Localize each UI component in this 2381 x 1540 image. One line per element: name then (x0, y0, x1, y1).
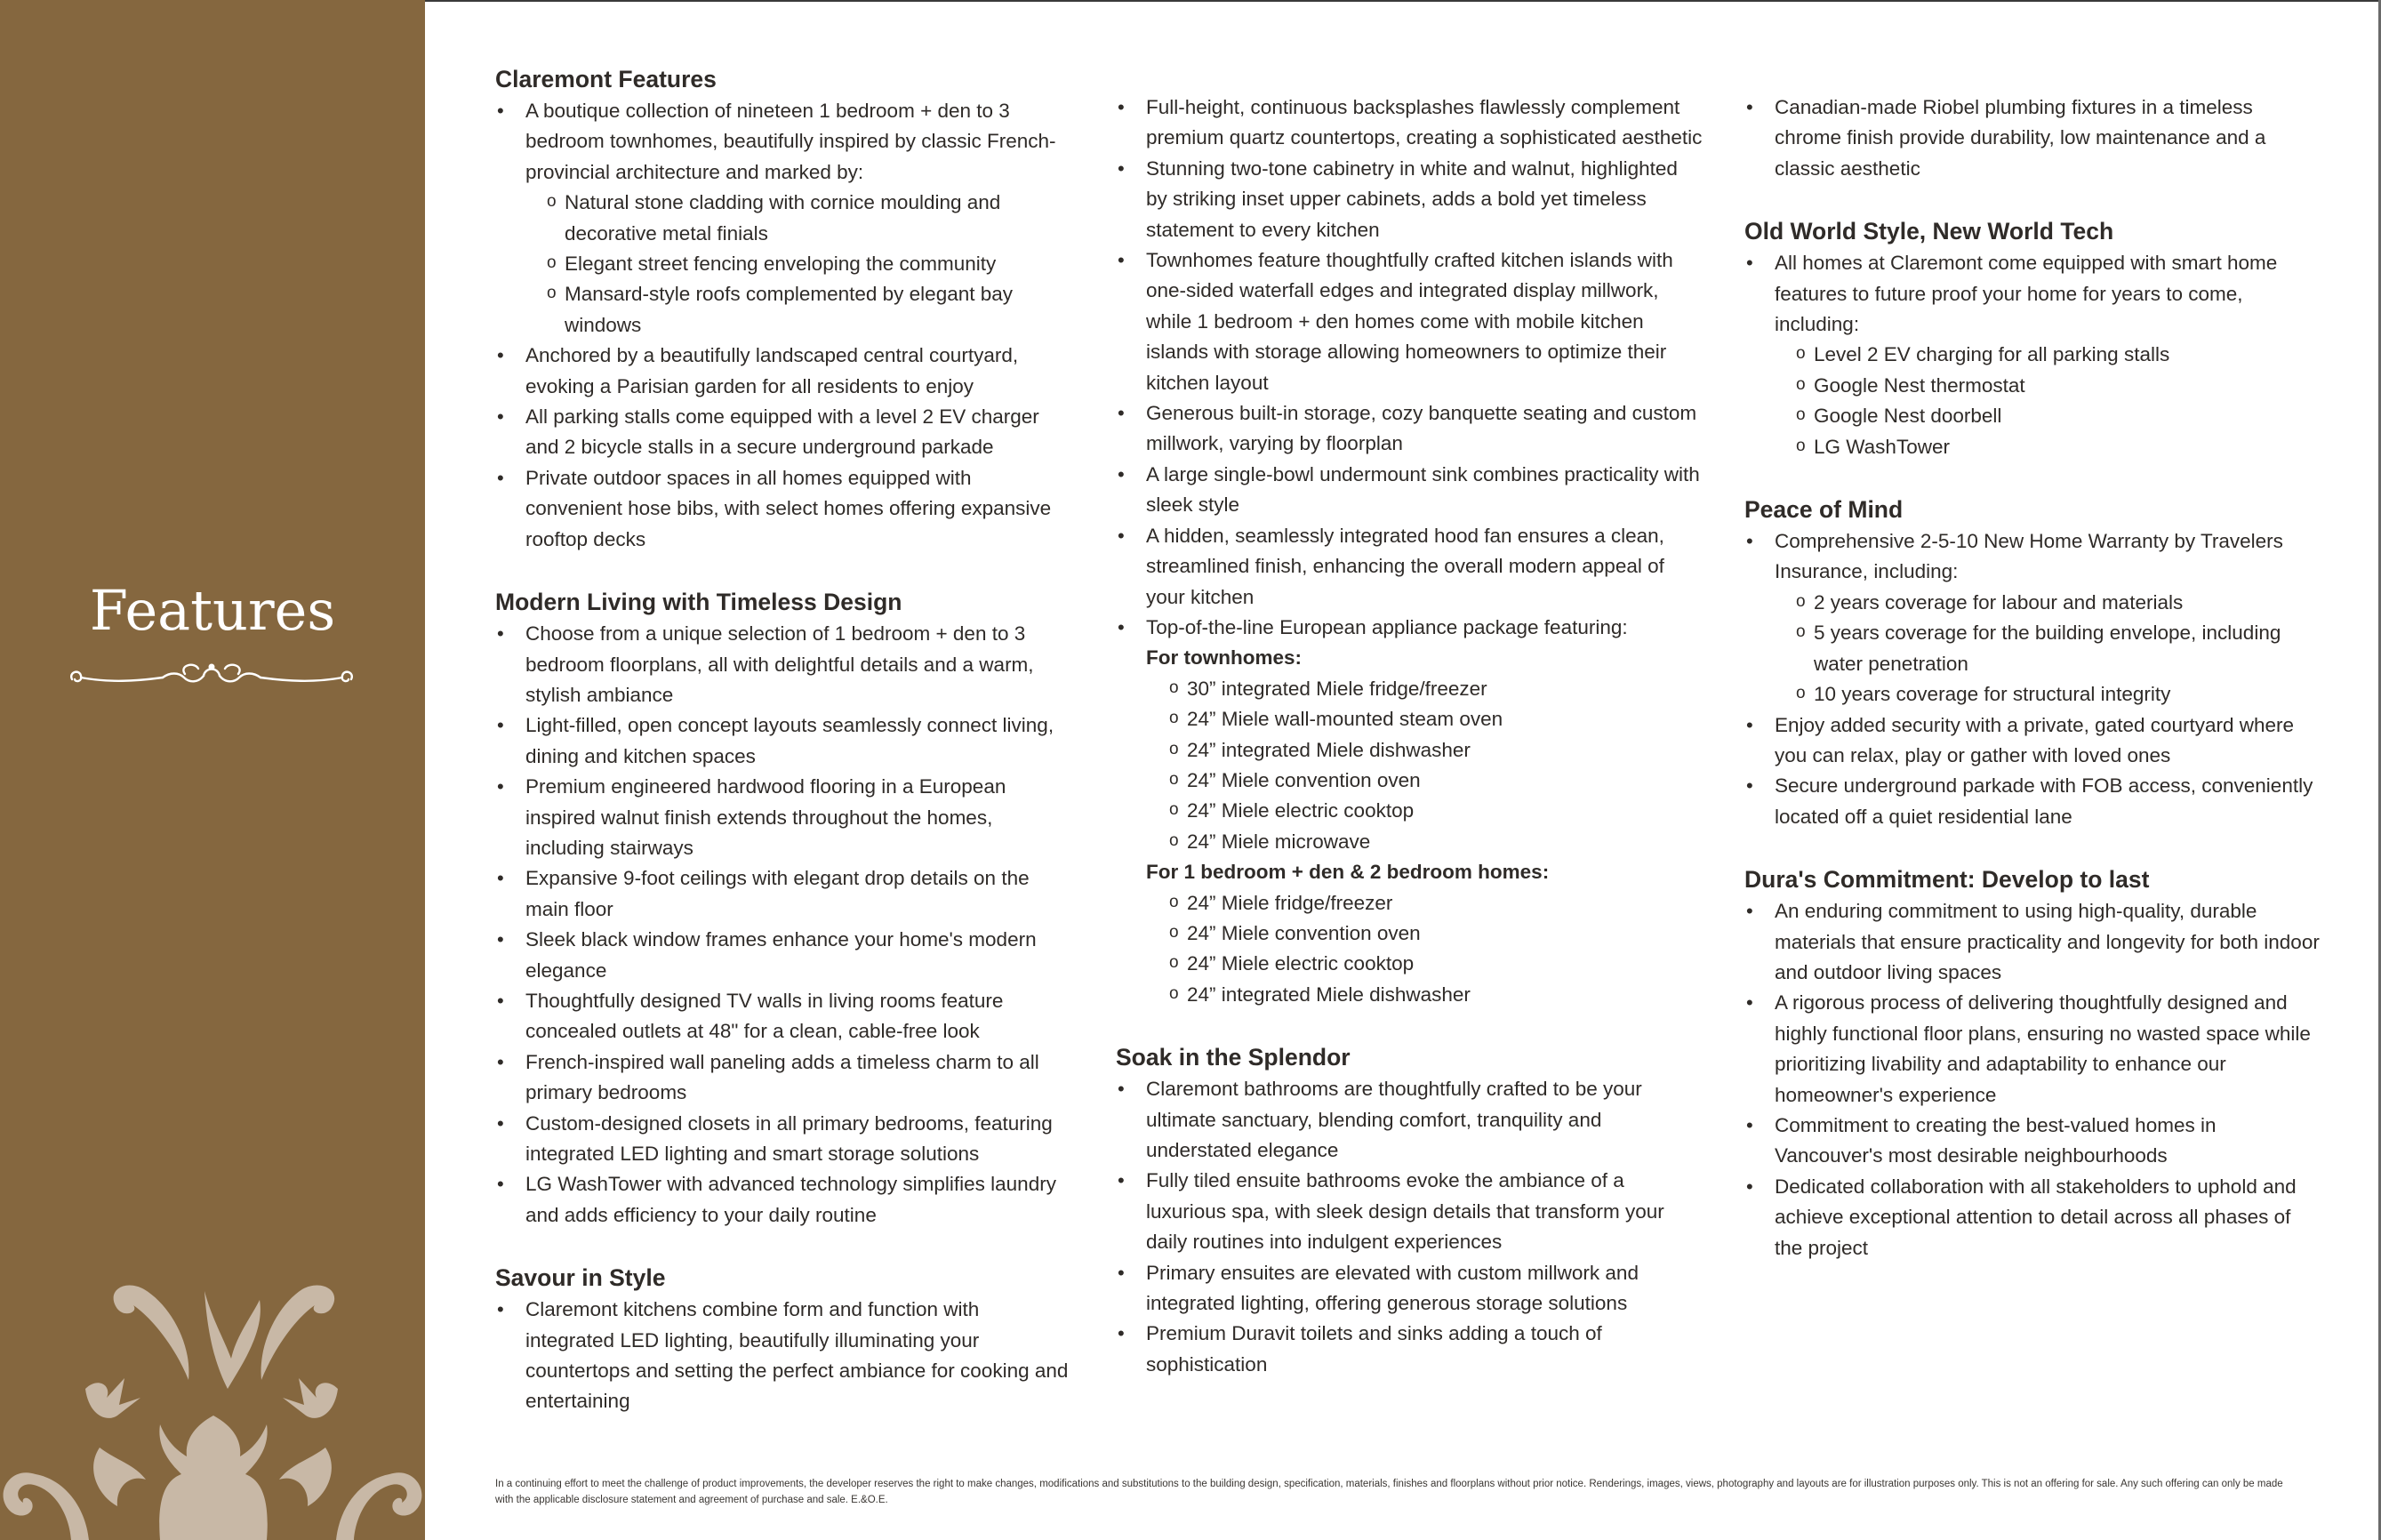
bullet-item (495, 1295, 1071, 1417)
feature-section (1116, 92, 1703, 1010)
appliance-group-label: For 1 bedroom + den & 2 bedroom homes: (1146, 861, 1550, 884)
bullet-item (1116, 1166, 1703, 1257)
bullet-item (495, 710, 1071, 772)
sidebar-title: Features (89, 578, 336, 643)
bullet-item (495, 463, 1071, 555)
bullet-text: Fully tiled ensuite bathrooms evoke the ambiance of a luxurious spa, with sleek design details that transform your daily routines into indulgent experiences (1146, 1169, 1664, 1254)
bullet-item (495, 772, 1071, 863)
bullet-item (1116, 613, 1703, 643)
sub-item: o 24” Miele electric cooktop (1169, 949, 1703, 979)
sub-item: o 2 years coverage for labour and materials (1796, 588, 2322, 618)
bullet-text: Claremont kitchens combine form and function with integrated LED lighting, beautifully illuminating your countertops and setting the perfect ambiance for cooking and entertaining (525, 1298, 1069, 1413)
bullet-item (495, 341, 1071, 402)
feature-section (495, 587, 1071, 1231)
sub-item: o 24” integrated Miele dishwasher (1169, 980, 1703, 1010)
bullet-text: Light-filled, open concept layouts seamlessly connect living, dining and kitchen spaces (525, 714, 1054, 767)
bullet-item (1744, 92, 2322, 184)
bullet-text: Dedicated collaboration with all stakeholders to uphold and achieve exceptional attention to detail across all phases of the project (1775, 1175, 2297, 1259)
bullet-item (1744, 988, 2322, 1111)
bullet-item (495, 402, 1071, 463)
sub-list (1775, 588, 2322, 710)
bullet-text: Custom-designed closets in all primary bedrooms, featuring integrated LED lighting and smart storage solutions (525, 1111, 1053, 1165)
sub-list (1116, 674, 1703, 857)
bullet-text: Full-height, continuous backsplashes flawlessly complement premium quartz countertops, creating a sophisticated aesthetic (1146, 96, 1703, 149)
feature-section (1744, 494, 2322, 832)
bullet-text: Secure underground parkade with FOB access, conveniently located off a quiet residential lane (1775, 774, 2313, 828)
bullet-text: LG WashTower with advanced technology simplifies laundry and adds efficiency to your daily routine (525, 1173, 1056, 1226)
bullet-item (495, 986, 1071, 1047)
bullet-item (1116, 1319, 1703, 1380)
crest-ornament-icon (0, 1273, 425, 1540)
bullet-text: Townhomes feature thoughtfully crafted kitchen islands with one-sided waterfall edges and integrated display millwork, while 1 bedroom + den homes come with mobile kitchen islands with storage allowing homeowners to optimize their kitchen layout (1146, 249, 1673, 394)
column-1 (495, 64, 1071, 1449)
bullet-item (495, 619, 1071, 710)
bullet-text: Premium Duravit toilets and sinks adding a touch of sophistication (1146, 1322, 1602, 1376)
bullet-text: A boutique collection of nineteen 1 bedroom + den to 3 bedroom townhomes, beautifully inspired by classic French-provincial architecture and marked by: (525, 100, 1056, 183)
feature-section (1744, 864, 2322, 1263)
bullet-text: Choose from a unique selection of 1 bedroom + den to 3 bedroom floorplans, all with delightful details and a warm, stylish ambiance (525, 622, 1034, 706)
bullet-list (495, 96, 1071, 555)
bullet-text: Expansive 9-foot ceilings with elegant drop details on the main floor (525, 867, 1030, 920)
bullet-text: Private outdoor spaces in all homes equipped with convenient hose bibs, with select homes offering expansive rooftop decks (525, 466, 1052, 550)
sub-item: o Google Nest thermostat (1796, 371, 2322, 401)
sub-item: o 24” Miele wall-mounted steam oven (1169, 704, 1703, 734)
bullet-item (1744, 248, 2322, 462)
bullet-list (1744, 248, 2322, 462)
sub-item: o Google Nest doorbell (1796, 401, 2322, 431)
bullet-list (1116, 1074, 1703, 1380)
bullet-item (1116, 154, 1703, 245)
sub-item: o 24” Miele convention oven (1169, 918, 1703, 949)
bullet-text: An enduring commitment to using high-quality, durable materials that ensure practicality and longevity for both indoor and outdoor living spaces (1775, 900, 2320, 983)
sidebar (0, 0, 425, 1540)
sub-item: o 10 years coverage for structural integrity (1796, 679, 2322, 710)
feature-section (1744, 92, 2322, 184)
bullet-text: Comprehensive 2-5-10 New Home Warranty by Travelers Insurance, including: (1775, 530, 2283, 583)
column-2 (1116, 92, 1703, 1412)
bullet-item (1744, 1111, 2322, 1172)
feature-section (1744, 216, 2322, 462)
sub-item: o 5 years coverage for the building envelope, including water penetration (1796, 618, 2322, 679)
bullet-text: French-inspired wall paneling adds a timeless charm to all primary bedrooms (525, 1050, 1039, 1104)
bullet-text: Primary ensuites are elevated with custom millwork and integrated lighting, offering generous storage solutions (1146, 1261, 1639, 1315)
section-heading: Old World Style, New World Tech (1744, 218, 2114, 245)
bullet-item (495, 1169, 1071, 1231)
bullet-list (1744, 896, 2322, 1263)
feature-section (495, 64, 1071, 555)
section-heading: Modern Living with Timeless Design (495, 589, 902, 616)
bullet-text: Anchored by a beautifully landscaped central courtyard, evoking a Parisian garden for all residents to enjoy (525, 344, 1019, 397)
disclaimer-footnote: In a continuing effort to meet the challenge of product improvements, the developer reserves the right to make changes, modifications and substitutions to the building design, specification, materials, finishes and floorplans without prior notice. Renderings, images, views, photography and layouts are for illustration purposes only. This is not an offering for sale. Any such offering can only be made with the applicable disclosure statement and agreement of purchase and sale. E.&O.E. (495, 1479, 2283, 1505)
sub-item: o 24” Miele electric cooktop (1169, 796, 1703, 826)
sub-list (525, 188, 1071, 341)
bullet-item (1744, 771, 2322, 832)
bullet-item (1744, 896, 2322, 988)
bullet-text: Sleek black window frames enhance your home's modern elegance (525, 928, 1037, 982)
sub-item: o Level 2 EV charging for all parking stalls (1796, 340, 2322, 370)
bullet-item (1744, 1172, 2322, 1263)
sub-item: o 24” Miele convention oven (1169, 766, 1703, 796)
bullet-list (1744, 92, 2322, 184)
bullet-text: Top-of-the-line European appliance package featuring: (1146, 615, 1628, 638)
bullet-text: A hidden, seamlessly integrated hood fan ensures a clean, streamlined finish, enhancing the overall modern appeal of your kitchen (1146, 524, 1664, 608)
bullet-item (495, 1109, 1071, 1170)
section-heading: Claremont Features (495, 66, 717, 92)
sub-item: o Elegant street fencing enveloping the community (547, 249, 1071, 279)
bullet-item (1744, 526, 2322, 710)
appliance-group-label: For townhomes: (1146, 646, 1302, 670)
feature-section (1116, 1042, 1703, 1380)
bullet-item (1116, 398, 1703, 460)
bullet-text: Premium engineered hardwood flooring in a European inspired walnut finish extends throughout the homes, including stairways (525, 775, 1006, 859)
bullet-item (1744, 710, 2322, 772)
sub-item: o 24” Miele fridge/freezer (1169, 888, 1703, 918)
bullet-item (495, 863, 1071, 925)
bullet-list (1744, 526, 2322, 832)
sub-item: o Mansard-style roofs complemented by elegant bay windows (547, 279, 1071, 341)
bullet-list (495, 1295, 1071, 1417)
bullet-list (1116, 92, 1703, 1010)
section-heading: Savour in Style (495, 1264, 666, 1292)
flourish-divider-icon (65, 656, 358, 697)
sub-item: o 24” integrated Miele dishwasher (1169, 735, 1703, 766)
feature-section (495, 1263, 1071, 1417)
bullet-item (1116, 1074, 1703, 1166)
sub-item: o 24” Miele microwave (1169, 827, 1703, 857)
sub-item: o Natural stone cladding with cornice moulding and decorative metal finials (547, 188, 1071, 249)
sub-item: o 30” integrated Miele fridge/freezer (1169, 674, 1703, 704)
bullet-text: Thoughtfully designed TV walls in living rooms feature concealed outlets at 48" for a clean, cable-free look (525, 989, 1004, 1043)
section-heading: Dura's Commitment: Develop to last (1744, 866, 2150, 894)
bullet-item (495, 925, 1071, 986)
bullet-item (1116, 521, 1703, 613)
bullet-text: Claremont bathrooms are thoughtfully crafted to be your ultimate sanctuary, blending comfort, tranquility and understated elegance (1146, 1078, 1642, 1161)
section-heading: Peace of Mind (1744, 496, 1904, 524)
sub-list (1775, 340, 2322, 462)
bullet-text: Commitment to creating the best-valued homes in Vancouver's most desirable neighbourhoods (1775, 1113, 2217, 1167)
bullet-item (495, 96, 1071, 341)
bullet-text: Enjoy added security with a private, gated courtyard where you can relax, play or gather with loved ones (1775, 713, 2295, 766)
section-heading: Soak in the Splendor (1116, 1044, 1351, 1071)
sub-item: o LG WashTower (1796, 432, 2322, 462)
bullet-item (495, 1047, 1071, 1109)
bullet-text: A rigorous process of delivering thoughtfully designed and highly functional floor plans, ensuring no wasted space while prioritizing livability and adaptability to enhance our homeowner's experience (1775, 991, 2311, 1106)
bullet-item (1116, 460, 1703, 521)
bullet-text: All parking stalls come equipped with a level 2 EV charger and 2 bicycle stalls in a secure underground parkade (525, 405, 1039, 459)
bullet-text: Stunning two-tone cabinetry in white and walnut, highlighted by striking inset upper cabinets, adds a bold yet timeless statement to every kitchen (1146, 156, 1678, 241)
bullet-item (1116, 1258, 1703, 1319)
bullet-list (495, 619, 1071, 1231)
bullet-text: All homes at Claremont come equipped with smart home features to future proof your home for years to come, including: (1775, 252, 2278, 336)
column-3 (1744, 92, 2322, 1295)
bullet-item (1116, 245, 1703, 398)
sub-list (1116, 888, 1703, 1011)
bullet-item (1116, 92, 1703, 154)
bullet-text: Generous built-in storage, cozy banquette seating and custom millwork, varying by floorplan (1146, 402, 1697, 455)
bullet-text: A large single-bowl undermount sink combines practicality with sleek style (1146, 462, 1700, 517)
bullet-text: Canadian-made Riobel plumbing fixtures in a timeless chrome finish provide durability, low maintenance and a classic aesthetic (1775, 96, 2266, 180)
